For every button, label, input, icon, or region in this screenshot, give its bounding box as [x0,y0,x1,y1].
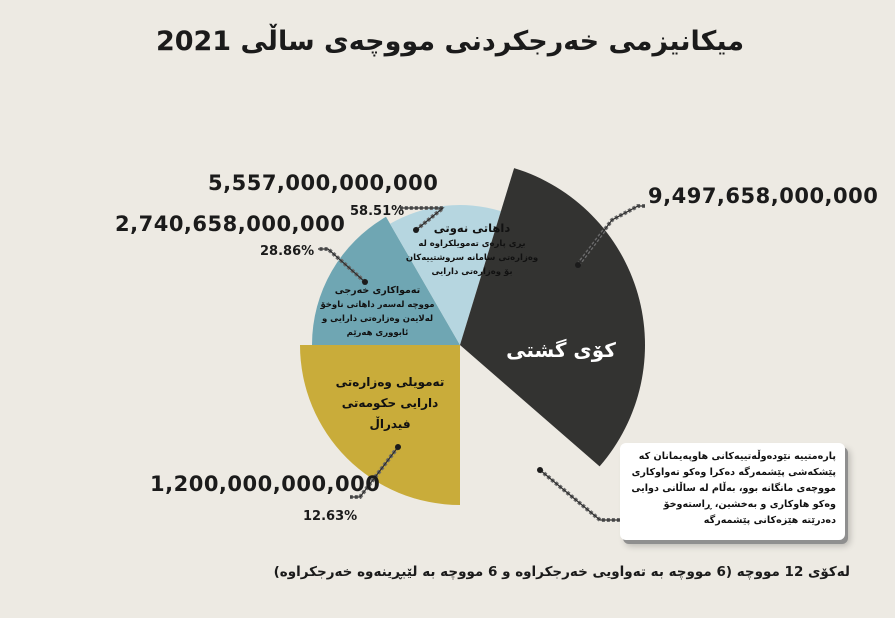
leader-dot-note [537,467,543,473]
value-label-federal: 1,200,000,000,000 [150,472,381,496]
leader-line-core-note [540,470,620,520]
note-box: پارەمتییە نێودەوڵەتییەکانی هاوپەیمانان کە پێشکەشی پێشمەرگە دەکرا وەکو تەواوکاری مووچەی مانگانە بوو، بەڵام لە ساڵانی دوایی وەکو هاوکاری و بەخشین، ڕاستەوخۆ دەدرێتە هێزەکانی پێشمەرگە [620,443,845,540]
slice-label-federal: تەمویلی وەزارەتی دارایی حکومەتی فیدراڵ [335,375,445,431]
percent-label-expenses: 28.86% [260,244,315,259]
slice-label-oil-revenue: داهاتی نەوتی [433,221,511,235]
leader-line-note [540,470,620,520]
slice-label-expenses: تەمواکاری خەرجی [334,285,421,296]
slice-text-oil-revenue [402,220,542,279]
percent-label-oil-revenue: 58.51% [350,204,405,219]
slice-description-expenses: مووچە لەسەر داهاتی ناوخۆ لەلایەن وەزارەتی دارایی و ئابووری هەرێم [320,300,435,338]
slice-description-oil-revenue: بڕی پارەی تەمویلکراوە لە وەزارەتی سامانە سروشتییەکان بۆ وەزارەتی دارایی [405,239,539,277]
leader-dot-federal [395,444,401,450]
value-label-oil-revenue: 5,557,000,000,000 [208,171,439,195]
value-label-total: 9,497,658,000,000 [648,184,879,208]
slice-text-federal [328,372,452,435]
slice-text-expenses [315,283,440,340]
chart-title: میکانیزمی خەرجکردنی مووچەی ساڵی 2021 [155,26,745,57]
percent-label-federal: 12.63% [303,509,358,524]
slice-label-total: کۆی گشتی [506,338,616,362]
footer-note: لەکۆی 12 مووچە (6 مووچە بە تەواویی خەرجکراوە و 6 مووچە بە لێبڕینەوە خەرجکراوە) [273,564,850,580]
leader-dot-total [575,262,581,268]
value-label-expenses: 2,740,658,000,000 [115,212,346,236]
